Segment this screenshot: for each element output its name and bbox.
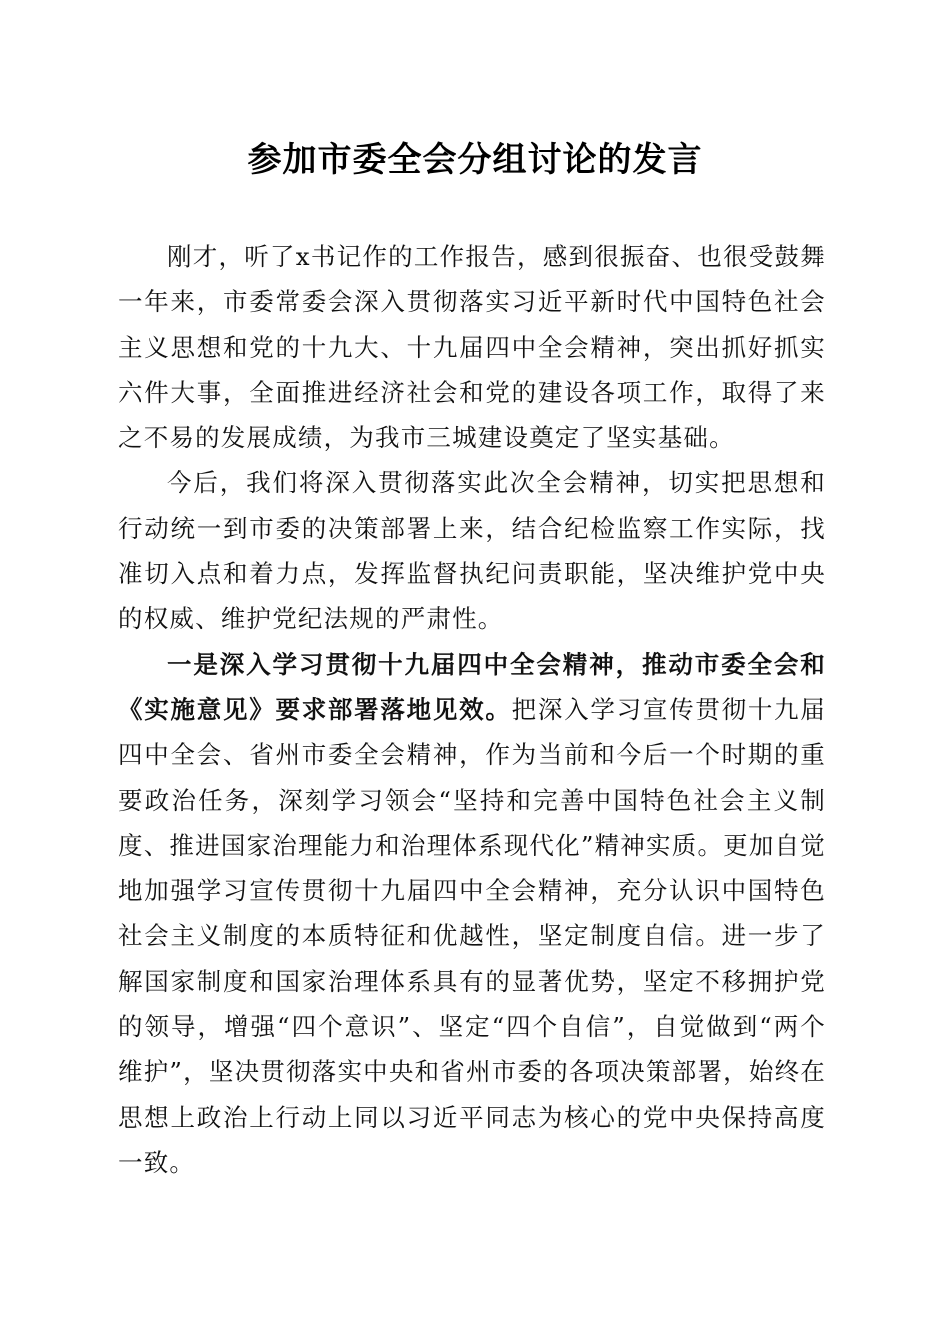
paragraph-1-text: 刚才，听了x书记作的工作报告，感到很振奋、也很受鼓舞一年来，市委常委会深入贯彻落实习近平新时代中国特色社会主义思想和党的十九大、十九届四中全会精神，突出抓好抓实六件大事，全面推进经济社会和党的建设各项工作，取得了来之不易的发展成绩，为我市三城建设奠定了坚实基础。 [118,242,826,453]
paragraph-3-text: 把深入学习宣传贯彻十九届四中全会、省州市委全会精神，作为当前和今后一个时期的重要政治任务，深刻学习领会“坚持和完善中国特色社会主义制度、推进国家治理能力和治理体系现代化”精神实质。更加自觉地加强学习宣传贯彻十九届四中全会精神，充分认识中国特色社会主义制度的本质特征和优越性，坚定制度自信。进一步了解国家制度和国家治理体系具有的显著优势，坚定不移拥护党的领导，增强“四个意识”、坚定“四个自信”，自觉做到“两个维护”，坚决贯彻落实中央和省州市委的各项决策部署，始终在思想上政治上行动上同以习近平同志为核心的党中央保持高度一致。 [118,694,827,1177]
paragraph-2 [118,460,826,641]
paragraph-2-text: 今后，我们将深入贯彻落实此次全会精神，切实把思想和行动统一到市委的决策部署上来，结合纪检监察工作实际，找准切入点和着力点，发挥监督执纪问责职能，坚决维护党中央的权威、维护党纪法规的严肃性。 [118,468,826,634]
document-body [118,234,826,1185]
document-title: 参加市委全会分组讨论的发言 [247,140,703,180]
paragraph-1 [118,234,826,460]
paragraph-3 [118,642,826,1186]
paragraph-3-lead: 一是深入学习贯彻十九届四中全会精神，推动市委全会和《实施意见》要求部署落地见效。 [118,649,826,724]
